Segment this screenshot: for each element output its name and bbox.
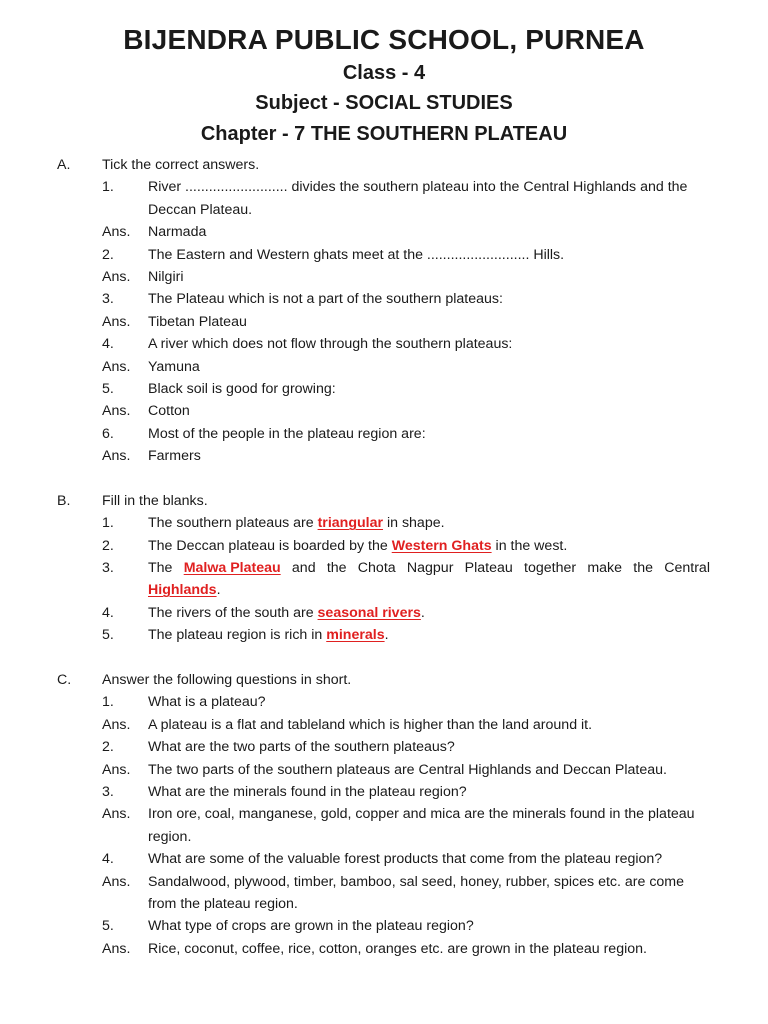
question-text: What are the minerals found in the plateau region? [148, 783, 467, 800]
answer-text: Farmers [148, 448, 201, 465]
section-heading: Tick the correct answers. [102, 157, 260, 173]
question-number: 1. [102, 515, 114, 532]
question-number: 3. [102, 291, 114, 308]
question-number: 2. [102, 739, 114, 756]
blank-answer: Highlands [148, 582, 217, 599]
worksheet-content [0, 154, 768, 960]
answer-label: Ans. [102, 224, 131, 241]
answer-label: Ans. [102, 313, 131, 330]
blank-answer: minerals [326, 627, 385, 644]
question-number: 1. [102, 179, 114, 196]
question-text: River .......................... divides the southern plateau into the Central Highlands and the [148, 179, 688, 196]
question-text: What are some of the valuable forest products that come from the plateau region? [148, 851, 663, 868]
section-letter: C. [57, 671, 72, 688]
question-number: 4. [102, 336, 114, 353]
section-heading: Answer the following questions in short. [102, 671, 352, 688]
answer-text: Cotton [148, 403, 190, 420]
fill-blank-sentence: The rivers of the south are seasonal rivers. [148, 604, 425, 621]
section-letter: B. [57, 492, 71, 509]
answer-label: Ans. [102, 268, 131, 285]
question-text: What is a plateau? [148, 694, 266, 711]
question-number: 1. [102, 694, 114, 711]
section-b [0, 490, 768, 647]
question-text-cont: Deccan Plateau. [148, 201, 253, 218]
section-letter: A. [57, 157, 71, 173]
question-text: What are the two parts of the southern plateaus? [148, 739, 455, 756]
answer-text: Nilgiri [148, 268, 184, 285]
section-a [0, 154, 768, 467]
answer-text-cont: region. [148, 828, 192, 845]
subject-heading: Subject - SOCIAL STUDIES [255, 92, 513, 114]
answer-label: Ans. [102, 403, 131, 420]
chapter-heading: Chapter - 7 THE SOUTHERN PLATEAU [200, 123, 568, 145]
fill-blank-sentence-cont: Highlands. [148, 582, 221, 599]
class-heading: Class - 4 [342, 62, 426, 84]
question-number: 3. [102, 560, 114, 577]
question-text: Most of the people in the plateau region are: [148, 425, 426, 442]
blank-answer: Western Ghats [391, 537, 492, 554]
fill-blank-sentence: The southern plateaus are triangular in shape. [148, 515, 445, 532]
question-number: 4. [102, 604, 114, 621]
section-heading: Fill in the blanks. [102, 492, 208, 509]
answer-label: Ans. [102, 358, 131, 375]
fill-blank-sentence: The Malwa Plateau and the Chota Nagpur Plateau together make the Central [148, 557, 710, 579]
answer-text: Yamuna [148, 358, 200, 375]
blank-answer: triangular [317, 515, 384, 532]
fill-blank-sentence: The plateau region is rich in minerals. [148, 627, 389, 644]
school-name: BIJENDRA PUBLIC SCHOOL, PURNEA [123, 24, 645, 55]
question-number: 5. [102, 918, 114, 935]
question-number: 5. [102, 627, 114, 644]
question-number: 5. [102, 380, 114, 397]
answer-label: Ans. [102, 716, 131, 733]
question-text: A river which does not flow through the southern plateaus: [148, 336, 513, 353]
answer-label: Ans. [102, 806, 131, 823]
question-text: What type of crops are grown in the plateau region? [148, 918, 474, 935]
answer-text-cont: from the plateau region. [148, 895, 298, 912]
answer-label: Ans. [102, 940, 131, 957]
answer-text: Rice, coconut, coffee, rice, cotton, oranges etc. are grown in the plateau region. [148, 940, 647, 957]
answer-text: Sandalwood, plywood, timber, bamboo, sal seed, honey, rubber, spices etc. are come [148, 873, 685, 890]
question-text: The Plateau which is not a part of the southern plateaus: [148, 291, 503, 308]
answer-label: Ans. [102, 873, 131, 890]
fill-blank-sentence: The Deccan plateau is boarded by the Western Ghats in the west. [148, 537, 568, 554]
answer-text: A plateau is a flat and tableland which is higher than the land around it. [148, 716, 593, 733]
question-number: 3. [102, 783, 114, 800]
question-text: The Eastern and Western ghats meet at the .......................... Hills. [148, 246, 565, 263]
answer-label: Ans. [102, 448, 131, 465]
question-number: 6. [102, 425, 114, 442]
answer-text: The two parts of the southern plateaus are Central Highlands and Deccan Plateau. [148, 761, 667, 778]
answer-text: Narmada [148, 224, 207, 241]
blank-answer: Malwa Plateau [183, 560, 281, 577]
blank-answer: seasonal rivers [317, 604, 421, 621]
section-c [0, 669, 768, 960]
answer-text: Iron ore, coal, manganese, gold, copper and mica are the minerals found in the plateau [148, 806, 695, 823]
question-number: 2. [102, 246, 114, 263]
question-number: 2. [102, 537, 114, 554]
question-text: Black soil is good for growing: [148, 380, 336, 397]
answer-label: Ans. [102, 761, 131, 778]
answer-text: Tibetan Plateau [148, 313, 247, 330]
question-number: 4. [102, 851, 114, 868]
